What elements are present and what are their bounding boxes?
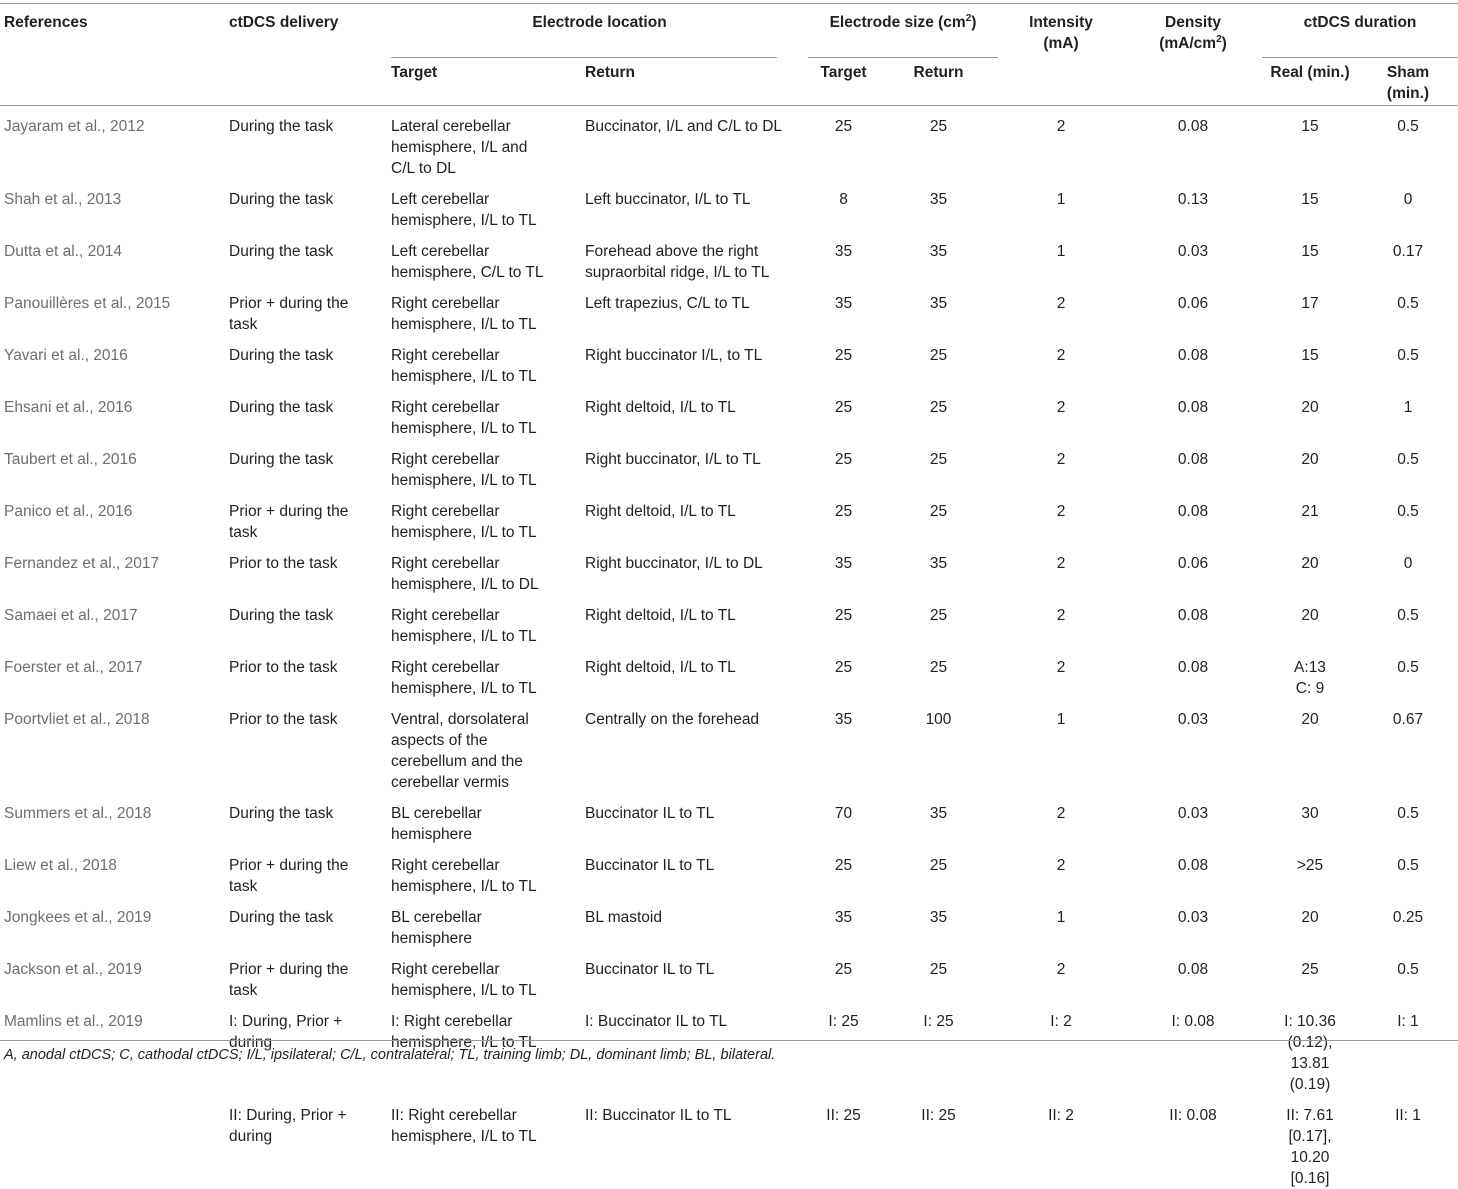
cell-return-size: II: 25: [879, 1095, 998, 1189]
table-row: [0, 335, 1458, 387]
cell-intensity: 2: [998, 283, 1124, 335]
table-body: [0, 106, 1458, 1189]
cell-real-duration: 30: [1262, 793, 1358, 845]
cell-return-size: I: 25: [879, 1001, 998, 1095]
cell-density: 0.08: [1124, 949, 1262, 1001]
cell-return-size: 25: [879, 949, 998, 1001]
cell-target-location: BL cerebellar hemisphere: [391, 897, 585, 949]
cell-real-duration: >25: [1262, 845, 1358, 897]
header-intensity: [998, 3, 1124, 54]
cell-intensity: 2: [998, 491, 1124, 543]
cell-intensity: 1: [998, 699, 1124, 793]
cell-target-size: 35: [808, 283, 879, 335]
cell-intensity: 1: [998, 231, 1124, 283]
cell-return-location: Buccinator IL to TL: [585, 845, 808, 897]
cell-target-location: Ventral, dorsolateral aspects of the cerebellum and the cerebellar vermis: [391, 699, 585, 793]
cell-return-location: Right deltoid, I/L to TL: [585, 491, 808, 543]
cell-reference: Summers et al., 2018: [0, 793, 229, 845]
table-row: [0, 543, 1458, 595]
cell-reference: Jongkees et al., 2019: [0, 897, 229, 949]
cell-sham-duration: 0.5: [1358, 283, 1458, 335]
header-density-text: Density: [1165, 14, 1221, 31]
header-location-return: Return: [585, 54, 808, 106]
cell-reference: Dutta et al., 2014: [0, 231, 229, 283]
cell-return-location: Buccinator IL to TL: [585, 949, 808, 1001]
header-sham-text: Sham: [1387, 64, 1429, 81]
cell-density: 0.08: [1124, 491, 1262, 543]
cell-target-location: Right cerebellar hemisphere, I/L to TL: [391, 595, 585, 647]
table-row: [0, 699, 1458, 793]
cell-intensity: 2: [998, 387, 1124, 439]
cell-reference: Shah et al., 2013: [0, 179, 229, 231]
cell-return-location: Right buccinator, I/L to DL: [585, 543, 808, 595]
cell-sham-duration: 0.5: [1358, 439, 1458, 491]
cell-reference: Jayaram et al., 2012: [0, 106, 229, 180]
cell-delivery: During the task: [229, 335, 391, 387]
cell-target-location: Left cerebellar hemisphere, C/L to TL: [391, 231, 585, 283]
cell-reference: Liew et al., 2018: [0, 845, 229, 897]
cell-real-duration: I: 10.36 (0.12), 13.81 (0.19): [1262, 1001, 1358, 1095]
cell-intensity: 2: [998, 647, 1124, 699]
cell-real-duration: A:13 C: 9: [1262, 647, 1358, 699]
cell-delivery: Prior to the task: [229, 543, 391, 595]
table-row: [0, 793, 1458, 845]
cell-target-location: Right cerebellar hemisphere, I/L to TL: [391, 335, 585, 387]
cell-real-duration: II: 7.61 [0.17], 10.20 [0.16]: [1262, 1095, 1358, 1189]
cell-return-size: 35: [879, 543, 998, 595]
table-bottom-rule: [0, 1040, 1458, 1041]
cell-target-size: II: 25: [808, 1095, 879, 1189]
header-density-sup: 2: [1216, 34, 1222, 45]
header-location-target: Target: [391, 54, 585, 106]
cell-delivery: Prior to the task: [229, 647, 391, 699]
cell-intensity: II: 2: [998, 1095, 1124, 1189]
cell-return-location: I: Buccinator IL to TL: [585, 1001, 808, 1095]
cell-delivery: Prior + during the task: [229, 845, 391, 897]
cell-target-size: 35: [808, 699, 879, 793]
cell-target-size: 25: [808, 845, 879, 897]
cell-reference: [0, 1095, 229, 1189]
cell-return-location: Right deltoid, I/L to TL: [585, 595, 808, 647]
cell-return-size: 25: [879, 647, 998, 699]
header-real: Real (min.): [1262, 54, 1358, 106]
cell-reference: Ehsani et al., 2016: [0, 387, 229, 439]
cell-return-location: Right deltoid, I/L to TL: [585, 387, 808, 439]
cell-sham-duration: 0.5: [1358, 793, 1458, 845]
cell-return-location: Forehead above the right supraorbital ridge, I/L to TL: [585, 231, 808, 283]
cell-sham-duration: 0: [1358, 179, 1458, 231]
cell-sham-duration: 0.5: [1358, 949, 1458, 1001]
cell-target-location: Right cerebellar hemisphere, I/L to TL: [391, 283, 585, 335]
cell-delivery: During the task: [229, 179, 391, 231]
cell-return-location: Left buccinator, I/L to TL: [585, 179, 808, 231]
cell-real-duration: 15: [1262, 231, 1358, 283]
cell-return-size: 25: [879, 106, 998, 180]
cell-sham-duration: 0.17: [1358, 231, 1458, 283]
cell-sham-duration: 0.5: [1358, 647, 1458, 699]
cell-density: 0.08: [1124, 647, 1262, 699]
cell-real-duration: 25: [1262, 949, 1358, 1001]
header-electrode-size-end: ): [971, 14, 976, 31]
cell-target-location: Right cerebellar hemisphere, I/L to TL: [391, 439, 585, 491]
cell-real-duration: 17: [1262, 283, 1358, 335]
header-size-return: Return: [879, 54, 998, 106]
cell-target-location: I: Right cerebellar hemisphere, I/L to TL: [391, 1001, 585, 1095]
cell-reference: Jackson et al., 2019: [0, 949, 229, 1001]
header-sham: [1358, 54, 1458, 106]
cell-return-size: 25: [879, 335, 998, 387]
header-electrode-size-sup: 2: [966, 13, 972, 24]
table-row: [0, 897, 1458, 949]
header-electrode-location: Electrode location: [391, 3, 808, 54]
cell-return-size: 35: [879, 179, 998, 231]
cell-return-size: 35: [879, 283, 998, 335]
cell-sham-duration: 0.25: [1358, 897, 1458, 949]
table-row: [0, 595, 1458, 647]
cell-delivery: Prior + during the task: [229, 491, 391, 543]
header-references: References: [0, 3, 229, 54]
cell-target-size: 35: [808, 543, 879, 595]
header-intensity-unit: (mA): [1043, 35, 1078, 52]
cell-delivery: During the task: [229, 231, 391, 283]
cell-target-location: Right cerebellar hemisphere, I/L to DL: [391, 543, 585, 595]
cell-target-size: 25: [808, 106, 879, 180]
cell-return-size: 35: [879, 793, 998, 845]
cell-delivery: During the task: [229, 793, 391, 845]
table-row: [0, 1095, 1458, 1189]
cell-target-location: Right cerebellar hemisphere, I/L to TL: [391, 647, 585, 699]
cell-real-duration: 15: [1262, 106, 1358, 180]
cell-target-location: Right cerebellar hemisphere, I/L to TL: [391, 387, 585, 439]
cell-reference: Poortvliet et al., 2018: [0, 699, 229, 793]
cell-intensity: 2: [998, 335, 1124, 387]
cell-sham-duration: 0.67: [1358, 699, 1458, 793]
cell-reference: Foerster et al., 2017: [0, 647, 229, 699]
cell-intensity: 1: [998, 179, 1124, 231]
cell-intensity: 2: [998, 793, 1124, 845]
table-row: [0, 491, 1458, 543]
header-sham-unit: (min.): [1387, 85, 1429, 102]
cell-return-size: 25: [879, 491, 998, 543]
table-row: [0, 845, 1458, 897]
table-row: [0, 647, 1458, 699]
table-row: [0, 949, 1458, 1001]
cell-intensity: 1: [998, 897, 1124, 949]
table-row: [0, 179, 1458, 231]
cell-return-size: 35: [879, 897, 998, 949]
cell-reference: Samaei et al., 2017: [0, 595, 229, 647]
cell-delivery: Prior to the task: [229, 699, 391, 793]
cell-intensity: 2: [998, 949, 1124, 1001]
cell-real-duration: 15: [1262, 335, 1358, 387]
cell-real-duration: 20: [1262, 387, 1358, 439]
cell-target-size: 35: [808, 231, 879, 283]
cell-sham-duration: 0.5: [1358, 335, 1458, 387]
header-size-target: Target: [808, 54, 879, 106]
cell-target-location: Left cerebellar hemisphere, I/L to TL: [391, 179, 585, 231]
cell-target-location: II: Right cerebellar hemisphere, I/L to TL: [391, 1095, 585, 1189]
cell-target-size: 25: [808, 647, 879, 699]
cell-return-location: BL mastoid: [585, 897, 808, 949]
cell-real-duration: 20: [1262, 439, 1358, 491]
cell-return-location: Right buccinator I/L, to TL: [585, 335, 808, 387]
cell-density: 0.06: [1124, 283, 1262, 335]
cell-target-size: 25: [808, 335, 879, 387]
cell-density: 0.13: [1124, 179, 1262, 231]
header-density: [1124, 3, 1262, 54]
cell-return-size: 25: [879, 387, 998, 439]
cell-target-size: 25: [808, 387, 879, 439]
cell-real-duration: 21: [1262, 491, 1358, 543]
cell-delivery: Prior + during the task: [229, 949, 391, 1001]
cell-sham-duration: 0.5: [1358, 845, 1458, 897]
cell-sham-duration: 0.5: [1358, 595, 1458, 647]
header-electrode-size: [808, 3, 998, 54]
cell-density: 0.03: [1124, 699, 1262, 793]
cell-delivery: I: During, Prior + during: [229, 1001, 391, 1095]
cell-density: 0.08: [1124, 106, 1262, 180]
cell-return-location: Right deltoid, I/L to TL: [585, 647, 808, 699]
ctdcs-studies-table: [0, 3, 1458, 1189]
cell-reference: Panouillères et al., 2015: [0, 283, 229, 335]
cell-density: 0.03: [1124, 793, 1262, 845]
cell-return-location: Right buccinator, I/L to TL: [585, 439, 808, 491]
cell-intensity: 2: [998, 845, 1124, 897]
cell-target-size: I: 25: [808, 1001, 879, 1095]
cell-return-size: 25: [879, 595, 998, 647]
cell-sham-duration: I: 1: [1358, 1001, 1458, 1095]
cell-target-location: Lateral cerebellar hemisphere, I/L and C/L to DL: [391, 106, 585, 180]
cell-intensity: I: 2: [998, 1001, 1124, 1095]
cell-reference: Yavari et al., 2016: [0, 335, 229, 387]
cell-target-location: Right cerebellar hemisphere, I/L to TL: [391, 845, 585, 897]
cell-sham-duration: 1: [1358, 387, 1458, 439]
cell-delivery: During the task: [229, 387, 391, 439]
cell-target-size: 70: [808, 793, 879, 845]
cell-target-size: 25: [808, 439, 879, 491]
cell-sham-duration: 0.5: [1358, 491, 1458, 543]
cell-density: 0.08: [1124, 845, 1262, 897]
cell-target-location: Right cerebellar hemisphere, I/L to TL: [391, 491, 585, 543]
cell-sham-duration: 0.5: [1358, 106, 1458, 180]
table-row: [0, 231, 1458, 283]
cell-density: 0.03: [1124, 897, 1262, 949]
table-footnote: A, anodal ctDCS; C, cathodal ctDCS; I/L, ipsilateral; C/L, contralateral; TL, training limb; DL, dominant limb; BL, bilateral.: [4, 1047, 775, 1063]
cell-sham-duration: 0: [1358, 543, 1458, 595]
cell-density: 0.08: [1124, 439, 1262, 491]
cell-density: II: 0.08: [1124, 1095, 1262, 1189]
cell-delivery: During the task: [229, 439, 391, 491]
cell-return-location: Buccinator, I/L and C/L to DL: [585, 106, 808, 180]
header-density-unit: (mA/cm: [1159, 35, 1216, 52]
cell-density: 0.06: [1124, 543, 1262, 595]
cell-delivery: During the task: [229, 595, 391, 647]
cell-reference: Mamlins et al., 2019: [0, 1001, 229, 1095]
cell-target-size: 8: [808, 179, 879, 231]
cell-target-size: 25: [808, 595, 879, 647]
cell-sham-duration: II: 1: [1358, 1095, 1458, 1189]
table-row: [0, 439, 1458, 491]
table-row: [0, 387, 1458, 439]
table-row: [0, 283, 1458, 335]
cell-density: 0.08: [1124, 595, 1262, 647]
cell-return-location: II: Buccinator IL to TL: [585, 1095, 808, 1189]
cell-delivery: Prior + during the task: [229, 283, 391, 335]
cell-reference: Taubert et al., 2016: [0, 439, 229, 491]
cell-return-location: Left trapezius, C/L to TL: [585, 283, 808, 335]
cell-real-duration: 20: [1262, 543, 1358, 595]
cell-real-duration: 15: [1262, 179, 1358, 231]
cell-reference: Panico et al., 2016: [0, 491, 229, 543]
cell-intensity: 2: [998, 106, 1124, 180]
table-row: [0, 106, 1458, 180]
cell-target-location: Right cerebellar hemisphere, I/L to TL: [391, 949, 585, 1001]
header-electrode-size-text: Electrode size (cm: [830, 14, 966, 31]
cell-intensity: 2: [998, 439, 1124, 491]
cell-return-size: 25: [879, 439, 998, 491]
cell-return-size: 35: [879, 231, 998, 283]
cell-intensity: 2: [998, 543, 1124, 595]
cell-density: 0.08: [1124, 387, 1262, 439]
cell-real-duration: 20: [1262, 699, 1358, 793]
cell-density: I: 0.08: [1124, 1001, 1262, 1095]
header-delivery: ctDCS delivery: [229, 3, 391, 54]
cell-return-size: 100: [879, 699, 998, 793]
header-density-end: ): [1222, 35, 1227, 52]
cell-target-size: 35: [808, 897, 879, 949]
cell-reference: Fernandez et al., 2017: [0, 543, 229, 595]
cell-delivery: During the task: [229, 106, 391, 180]
cell-delivery: During the task: [229, 897, 391, 949]
cell-real-duration: 20: [1262, 595, 1358, 647]
cell-delivery: II: During, Prior + during: [229, 1095, 391, 1189]
cell-return-location: Centrally on the forehead: [585, 699, 808, 793]
cell-real-duration: 20: [1262, 897, 1358, 949]
cell-target-size: 25: [808, 491, 879, 543]
cell-intensity: 2: [998, 595, 1124, 647]
cell-density: 0.03: [1124, 231, 1262, 283]
header-intensity-text: Intensity: [1029, 14, 1093, 31]
cell-return-location: Buccinator IL to TL: [585, 793, 808, 845]
cell-density: 0.08: [1124, 335, 1262, 387]
cell-target-location: BL cerebellar hemisphere: [391, 793, 585, 845]
cell-target-size: 25: [808, 949, 879, 1001]
header-duration: ctDCS duration: [1262, 3, 1458, 54]
cell-return-size: 25: [879, 845, 998, 897]
